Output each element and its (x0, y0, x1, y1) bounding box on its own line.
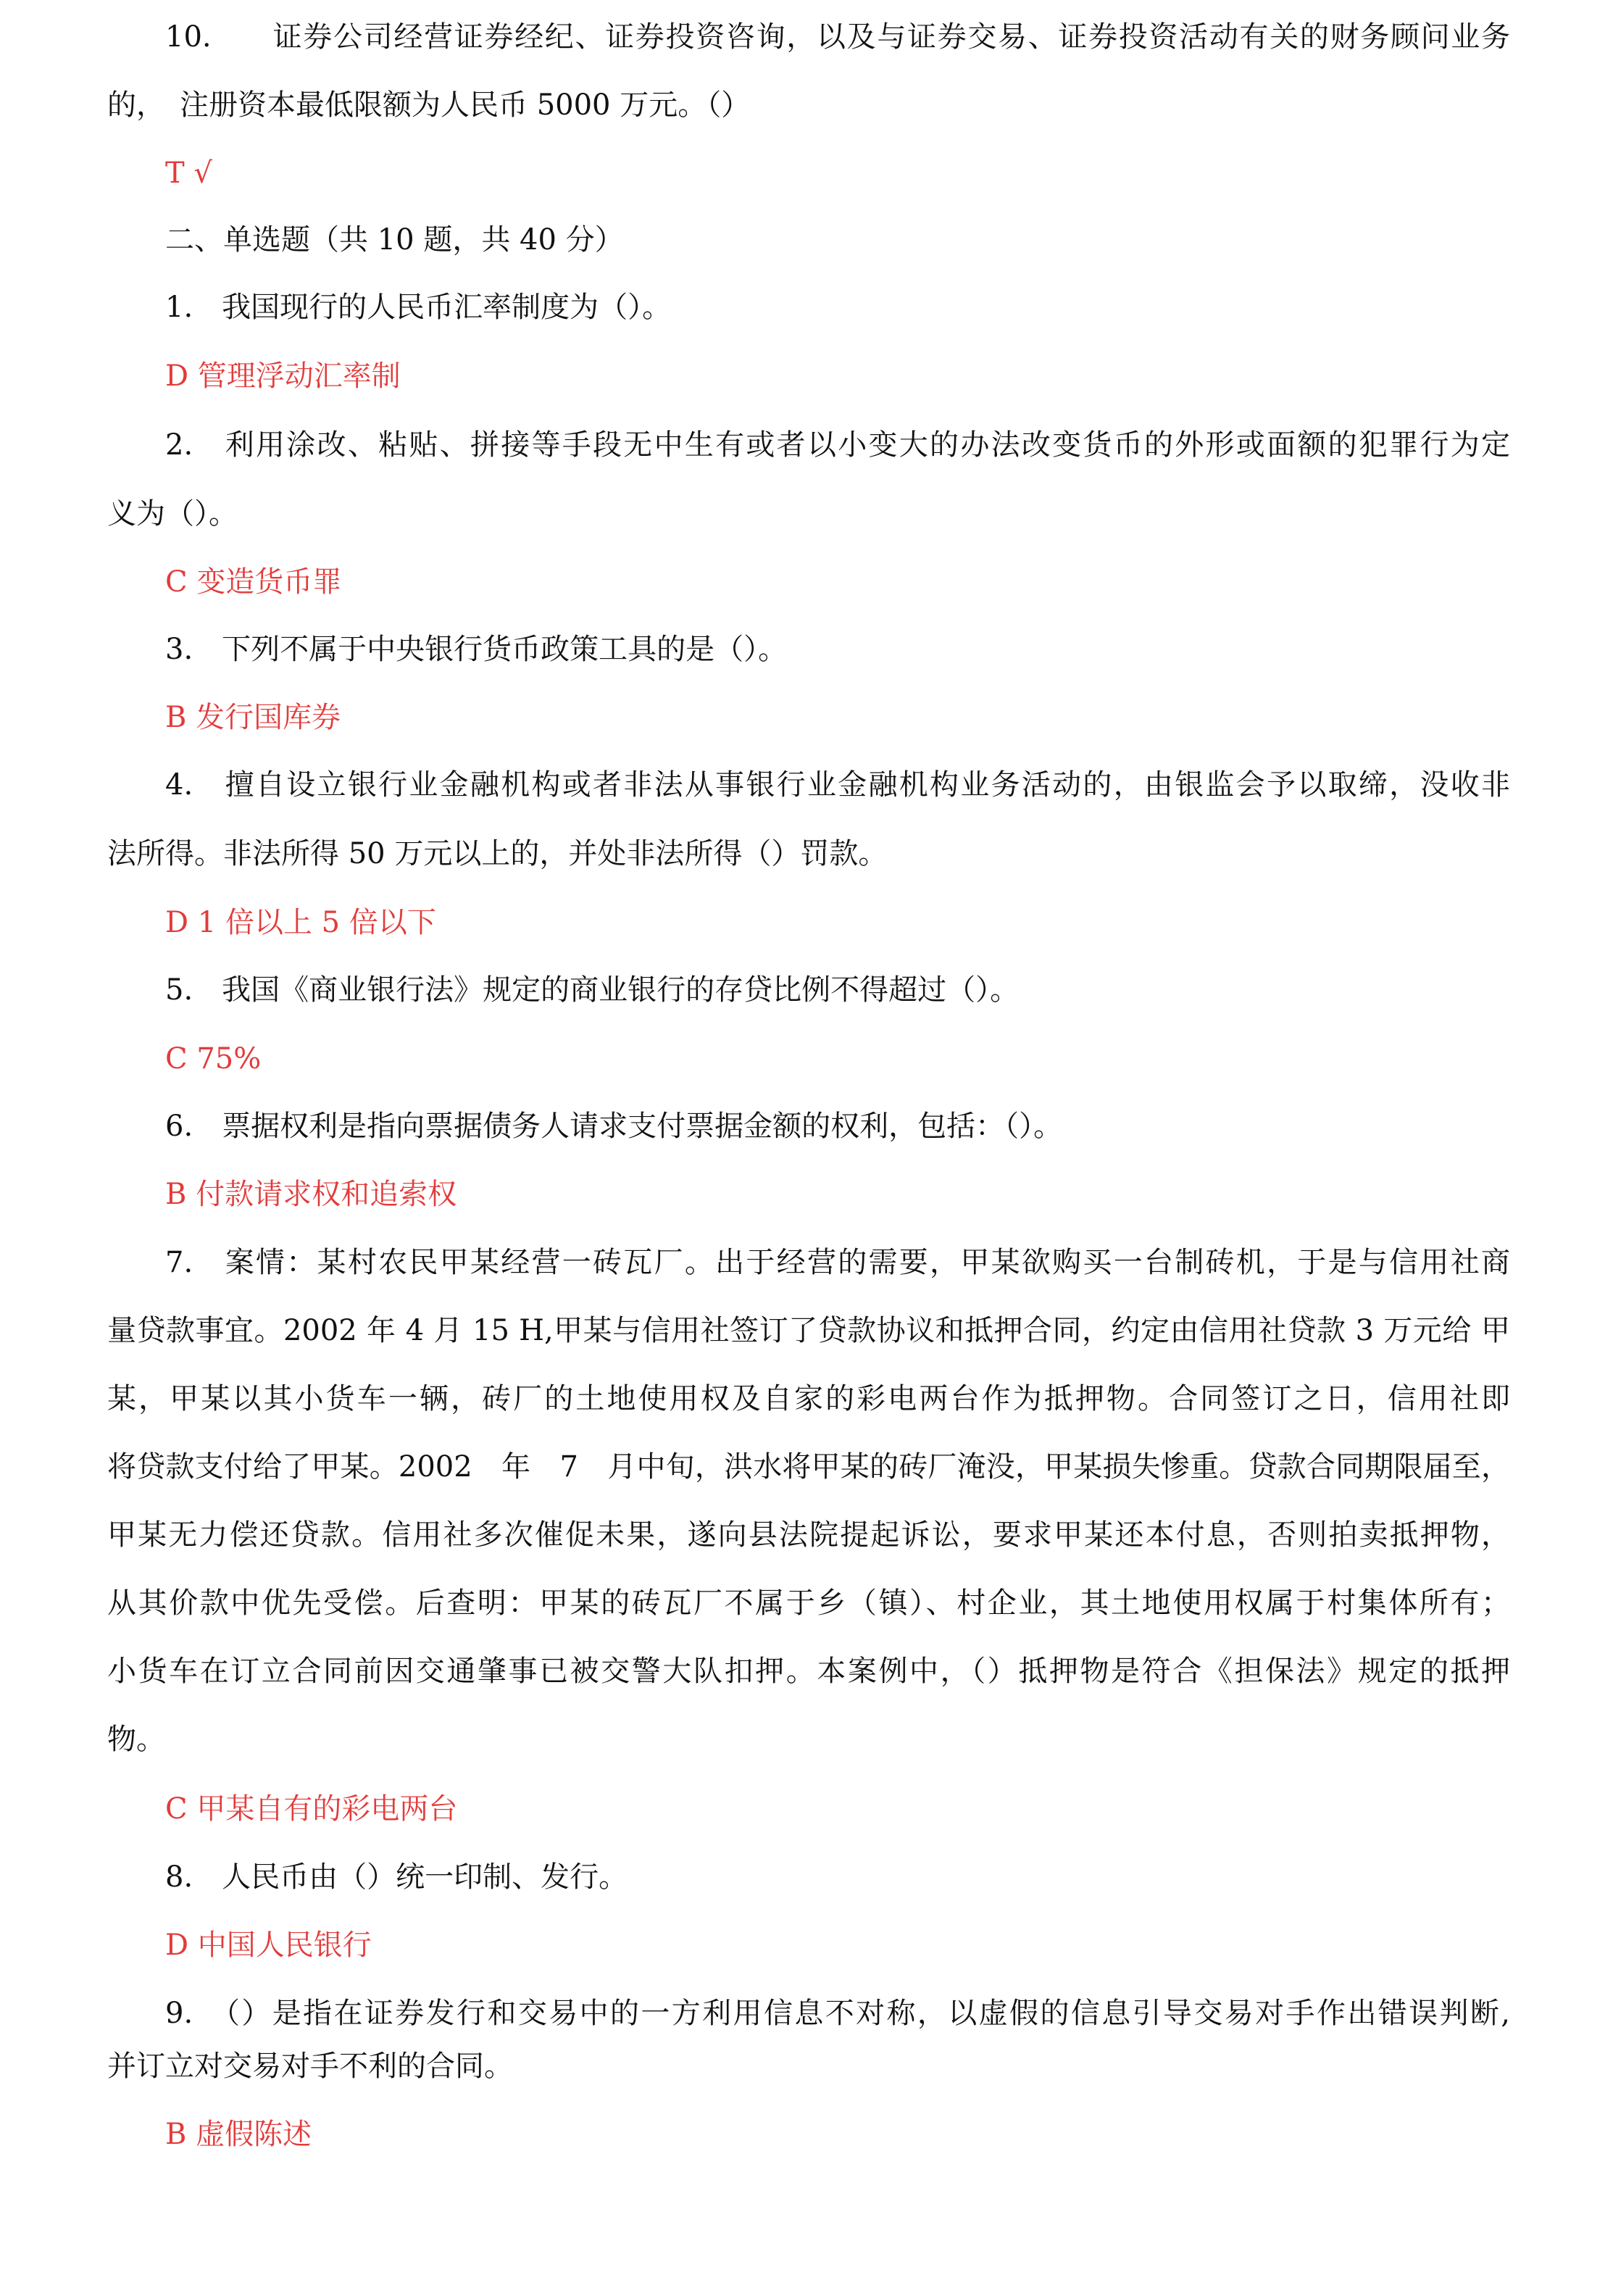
q10-stem-line-1: 10. 证券公司经营证券经纪、证券投资咨询，以及与证券交易、证券投资活动有关的财务顾问业务 (165, 20, 1510, 54)
q3-stem: 3. 下列不属于中央银行货币政策工具的是（）。 (165, 633, 788, 666)
q7-answer: C 甲某自有的彩电两台 (165, 1792, 458, 1826)
q1-answer: D 管理浮动汇率制 (165, 359, 401, 393)
q8-stem: 8. 人民币由（）统一印制、发行。 (165, 1860, 628, 1894)
q7-stem-line-6: 从其价款中优先受偿。后查明：甲某的砖瓦厂不属于乡（镇）、村企业，其土地使用权属于村集体所有； (107, 1586, 1510, 1620)
q2-stem-line-1: 2. 利用涂改、粘贴、拼接等手段无中生有或者以小变大的办法改变货币的外形或面额的犯罪行为定 (165, 428, 1510, 462)
q2-answer: C 变造货币罪 (165, 565, 342, 599)
q7-stem-line-5: 甲某无力偿还贷款。信用社多次催促未果，遂向县法院提起诉讼，要求甲某还本付息，否则拍卖抵押物， (107, 1518, 1510, 1552)
section-heading: 二、单选题（共 10 题，共 40 分） (165, 223, 624, 257)
q3-answer: B 发行国库券 (165, 701, 341, 734)
q7-stem-line-4: 将贷款支付给了甲某。2002 年 7 月中旬，洪水将甲某的砖厂淹没，甲某损失惨重。贷款合同期限届至， (107, 1450, 1510, 1484)
q6-answer: B 付款请求权和追索权 (165, 1178, 457, 1211)
q4-answer: D 1 倍以上 5 倍以下 (165, 906, 436, 939)
q9-answer: B 虚假陈述 (165, 2118, 312, 2151)
q2-stem-line-2: 义为（）。 (107, 497, 238, 531)
q4-stem-line-1: 4. 擅自设立银行业金融机构或者非法从事银行业金融机构业务活动的，由银监会予以取缔，没收非 (165, 768, 1510, 802)
q1-stem: 1. 我国现行的人民币汇率制度为（）。 (165, 291, 672, 324)
q10-stem-line-2: 的， 注册资本最低限额为人民币 5000 万元。（） (107, 88, 751, 122)
q5-stem: 5. 我国《商业银行法》规定的商业银行的存贷比例不得超过（）。 (165, 973, 1020, 1007)
q9-stem-line-1: 9. （）是指在证券发行和交易中的一方利用信息不对称，以虚假的信息引导交易对手作出错误判断, (165, 1997, 1510, 2030)
q9-stem-line-2: 并订立对交易对手不利的合同。 (107, 2050, 513, 2083)
q4-stem-line-2: 法所得。非法所得 50 万元以上的，并处非法所得（）罚款。 (107, 837, 888, 870)
q6-stem: 6. 票据权利是指向票据债务人请求支付票据金额的权利，包括：（）。 (165, 1110, 1063, 1143)
q7-stem-line-3: 某，甲某以其小货车一辆，砖厂的土地使用权及自家的彩电两台作为抵押物。合同签订之日，信用社即 (107, 1382, 1510, 1415)
q7-stem-line-7: 小货车在订立合同前因交通肇事已被交警大队扣押。本案例中，（）抵押物是符合《担保法》规定的抵押 (107, 1655, 1510, 1688)
q5-answer: C 75% (165, 1042, 262, 1076)
q7-stem-line-2: 量贷款事宜。2002 年 4 月 15 H,甲某与信用社签订了贷款协议和抵押合同，约定由信用社贷款 3 万元给 甲 (107, 1314, 1510, 1347)
q7-stem-line-1: 7. 案情：某村农民甲某经营一砖瓦厂。出于经营的需要，甲某欲购买一台制砖机，于是与信用社商 (165, 1246, 1510, 1279)
q10-answer: T √ (165, 157, 212, 190)
q7-stem-line-8: 物。 (107, 1723, 165, 1756)
q8-answer: D 中国人民银行 (165, 1929, 372, 1962)
